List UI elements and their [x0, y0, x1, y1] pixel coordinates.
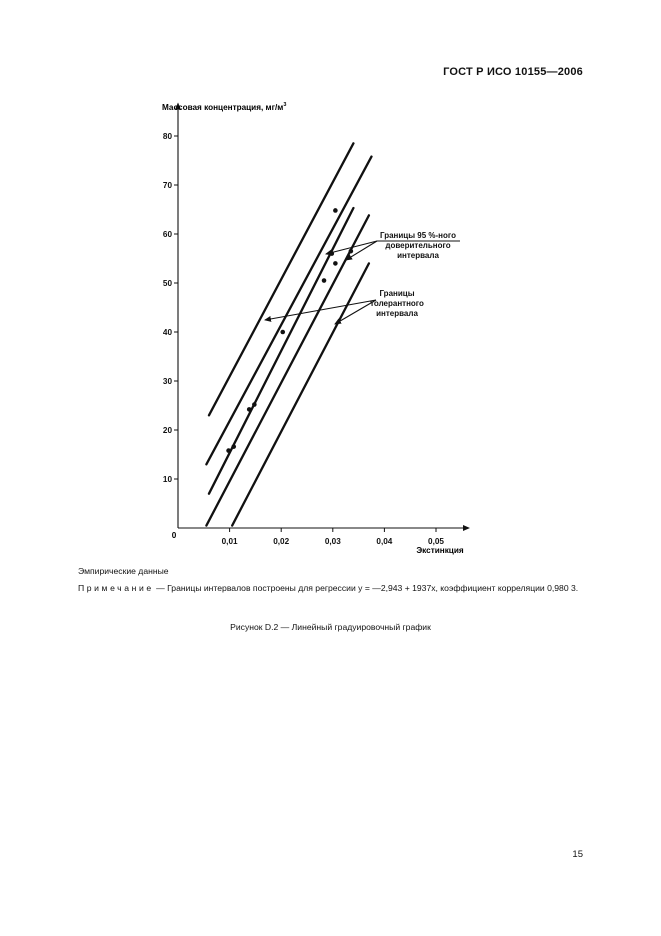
y-tick-label: 80: [162, 132, 172, 141]
tolerance-upper-bound: [209, 143, 353, 415]
axes: [163, 104, 469, 547]
figure-caption: Рисунок D.2 — Линейный градуировочный график: [230, 622, 431, 632]
data-point: [333, 208, 338, 213]
x-tick-label: 0,02: [273, 537, 290, 546]
data-point: [349, 249, 354, 254]
x-tick-label: 0,05: [428, 537, 444, 546]
y-axis-label-text: Массовая концентрация, мг/м: [162, 103, 284, 112]
confidence-lower-bound: [206, 215, 369, 525]
y-tick-label: 50: [162, 279, 172, 288]
empirical-data-caption: Эмпирические данные: [78, 566, 169, 576]
y-tick-label: 20: [162, 426, 172, 435]
data-point: [247, 407, 252, 412]
figure-note: [78, 582, 583, 596]
tolerance-interval-label: интервала: [376, 309, 418, 318]
data-point: [322, 278, 327, 283]
standard-header: ГОСТ Р ИСО 10155—2006: [443, 66, 583, 78]
y-axis-label: [162, 102, 286, 112]
regression-bounds: [206, 143, 371, 525]
x-axis-label: Экстинкция: [416, 546, 464, 555]
confidence-interval-label: интервала: [397, 251, 439, 260]
data-point: [333, 261, 338, 266]
y-tick-label: 10: [162, 475, 172, 484]
note-text: — Границы интервалов построены для регрессии y = —2,943 + 1937x, коэффициент корреляции 0,980 3.: [153, 583, 579, 593]
y-axis-label-superscript: 3: [283, 102, 287, 108]
origin-label: 0: [171, 531, 177, 540]
y-tick-label: 60: [162, 230, 172, 239]
page-number: 15: [572, 849, 583, 860]
x-tick-label: 0,01: [221, 537, 238, 546]
x-tick-label: 0,03: [324, 537, 341, 546]
data-point: [231, 444, 236, 449]
data-point: [252, 402, 257, 407]
confidence-interval-label: Границы 95 %-ного: [379, 231, 457, 240]
tolerance-interval-label: толерантного: [370, 299, 424, 308]
axis-labels: [162, 102, 464, 555]
x-tick-label: 0,04: [376, 537, 393, 546]
tolerance-interval-label: Границы: [379, 289, 415, 298]
data-point: [226, 448, 231, 453]
tolerance-lower-bound: [232, 263, 369, 525]
note-label: Примечание: [78, 583, 154, 593]
y-tick-label: 70: [162, 181, 172, 190]
y-tick-label: 40: [162, 328, 172, 337]
data-point: [280, 330, 285, 335]
confidence-interval-label: доверительного: [385, 241, 451, 250]
y-tick-label: 30: [162, 377, 172, 386]
